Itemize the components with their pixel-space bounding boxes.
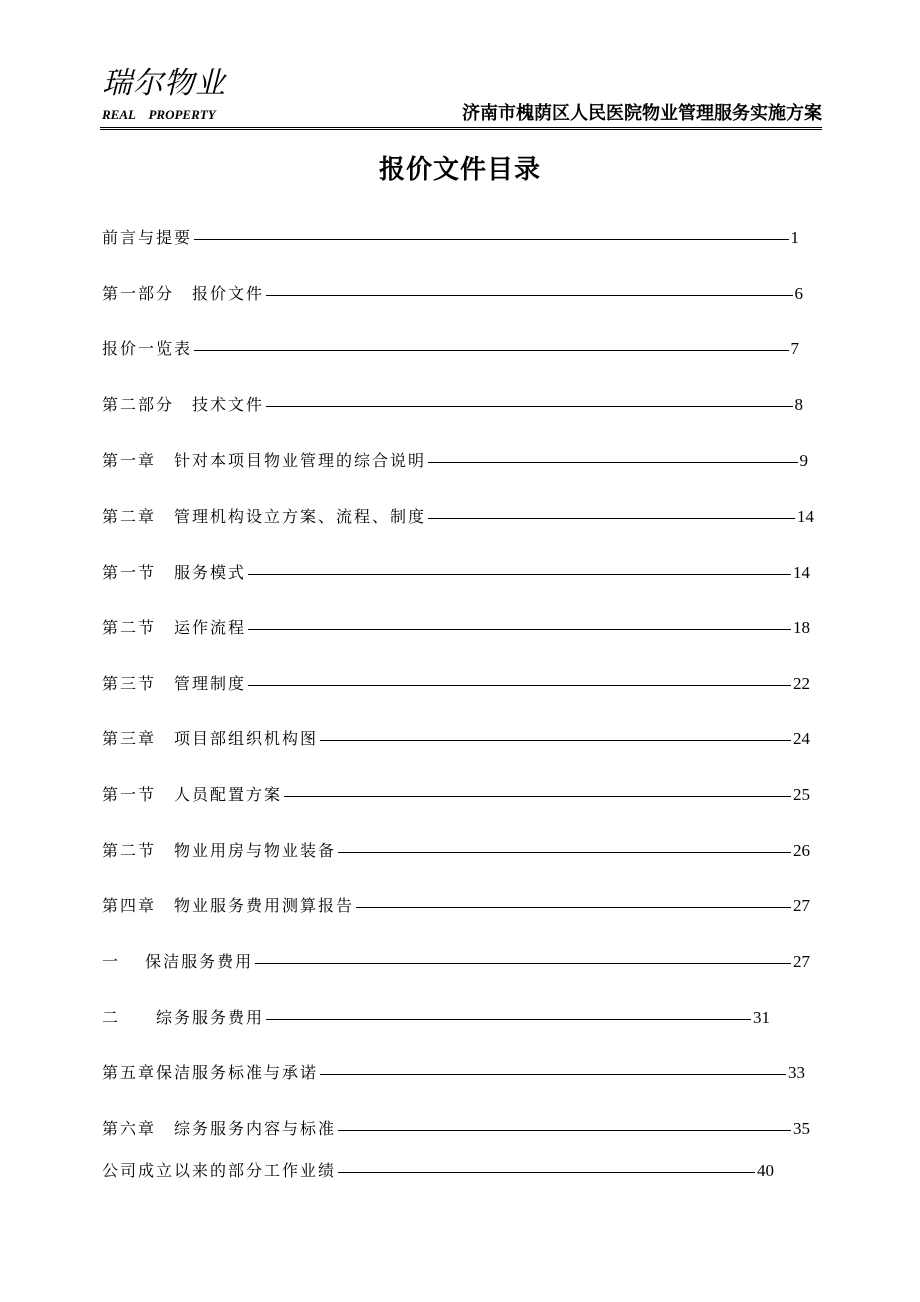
toc-entry[interactable] bbox=[102, 616, 810, 640]
toc-entry-page: 27 bbox=[793, 952, 810, 971]
document-title: 报价文件目录 bbox=[378, 155, 541, 185]
toc-entry-label: 第二部分 技术文件 bbox=[102, 395, 265, 414]
toc-entry[interactable] bbox=[102, 505, 814, 529]
toc-entry-page: 14 bbox=[797, 507, 814, 526]
toc-entry-page: 40 bbox=[757, 1161, 774, 1180]
toc-entry[interactable] bbox=[102, 393, 803, 417]
toc-entry-page: 6 bbox=[794, 284, 803, 303]
toc-entry-label: 第二节 运作流程 bbox=[102, 618, 247, 637]
toc-entry-label: 第三章 项目部组织机构图 bbox=[102, 729, 319, 748]
toc-entry-page: 22 bbox=[793, 674, 810, 693]
toc-entry[interactable] bbox=[102, 449, 808, 473]
toc-leader-line bbox=[194, 239, 788, 240]
toc-leader-line bbox=[338, 1172, 755, 1173]
toc-entry-page: 25 bbox=[793, 785, 810, 804]
toc-entry-label: 报价一览表 bbox=[102, 339, 193, 358]
toc-entry[interactable] bbox=[102, 1061, 805, 1085]
toc-entry-label: 第三节 管理制度 bbox=[102, 674, 247, 693]
toc-entry[interactable] bbox=[102, 282, 803, 306]
toc-entry-page: 1 bbox=[790, 228, 799, 247]
toc-entry-page: 7 bbox=[790, 339, 799, 358]
toc-entry[interactable] bbox=[102, 1159, 774, 1183]
toc-entry-label: 二 综务服务费用 bbox=[102, 1008, 265, 1027]
toc-entry-page: 24 bbox=[793, 729, 810, 748]
toc-leader-line bbox=[284, 796, 791, 797]
toc-leader-line bbox=[248, 629, 791, 630]
toc-entry[interactable] bbox=[102, 839, 810, 863]
toc-entry-label: 第一章 针对本项目物业管理的综合说明 bbox=[102, 451, 427, 470]
toc-entry-label: 第六章 综务服务内容与标准 bbox=[102, 1119, 337, 1138]
toc-leader-line bbox=[266, 295, 792, 296]
toc-entry-page: 27 bbox=[793, 896, 810, 915]
toc-leader-line bbox=[266, 1019, 751, 1020]
toc-entry[interactable] bbox=[102, 561, 810, 585]
toc-leader-line bbox=[255, 963, 791, 964]
page-header bbox=[100, 66, 822, 128]
toc-entry[interactable] bbox=[102, 727, 810, 751]
toc-entry-label: 第一节 服务模式 bbox=[102, 563, 247, 582]
toc-leader-line bbox=[194, 350, 788, 351]
toc-entry-page: 8 bbox=[794, 395, 803, 414]
header-divider bbox=[100, 127, 822, 130]
brand-logo-chinese: 瑞尔物业 bbox=[102, 66, 226, 101]
toc-entry-label: 第五章保洁服务标准与承诺 bbox=[102, 1063, 319, 1082]
toc-entry-page: 14 bbox=[793, 563, 810, 582]
toc-entry[interactable] bbox=[102, 337, 799, 361]
toc-leader-line bbox=[428, 518, 795, 519]
toc-entry[interactable] bbox=[102, 1117, 810, 1141]
toc-entry[interactable] bbox=[102, 783, 810, 807]
toc-leader-line bbox=[248, 574, 791, 575]
toc-leader-line bbox=[320, 740, 791, 741]
toc-leader-line bbox=[356, 907, 791, 908]
toc-leader-line bbox=[266, 406, 792, 407]
toc-entry-label: 一 保洁服务费用 bbox=[102, 952, 254, 971]
toc-entry[interactable] bbox=[102, 894, 810, 918]
toc-entry[interactable] bbox=[102, 1006, 770, 1030]
toc-entry-label: 第一部分 报价文件 bbox=[102, 284, 265, 303]
toc-entry-page: 9 bbox=[799, 451, 808, 470]
toc-entry-label: 第二节 物业用房与物业装备 bbox=[102, 841, 337, 860]
brand-logo-english: REAL PROPERTY bbox=[102, 107, 216, 122]
toc-leader-line bbox=[338, 1130, 791, 1131]
toc-entry-label: 第四章 物业服务费用测算报告 bbox=[102, 896, 355, 915]
toc-leader-line bbox=[320, 1074, 786, 1075]
toc-entry-page: 31 bbox=[753, 1008, 770, 1027]
project-title: 济南市槐荫区人民医院物业管理服务实施方案 bbox=[462, 103, 822, 124]
toc-entry[interactable] bbox=[102, 226, 799, 250]
toc-entry-label: 前言与提要 bbox=[102, 228, 193, 247]
toc-entry-page: 26 bbox=[793, 841, 810, 860]
toc-entry[interactable] bbox=[102, 672, 810, 696]
toc-entry-label: 第二章 管理机构设立方案、流程、制度 bbox=[102, 507, 427, 526]
toc-entry-page: 33 bbox=[788, 1063, 805, 1082]
toc-entry-label: 第一节 人员配置方案 bbox=[102, 785, 283, 804]
toc-entry-page: 18 bbox=[793, 618, 810, 637]
toc-leader-line bbox=[338, 852, 791, 853]
toc-entry-page: 35 bbox=[793, 1119, 810, 1138]
toc-leader-line bbox=[248, 685, 791, 686]
toc-entry-label: 公司成立以来的部分工作业绩 bbox=[102, 1161, 337, 1180]
toc-leader-line bbox=[428, 462, 797, 463]
toc-entry[interactable] bbox=[102, 950, 810, 974]
